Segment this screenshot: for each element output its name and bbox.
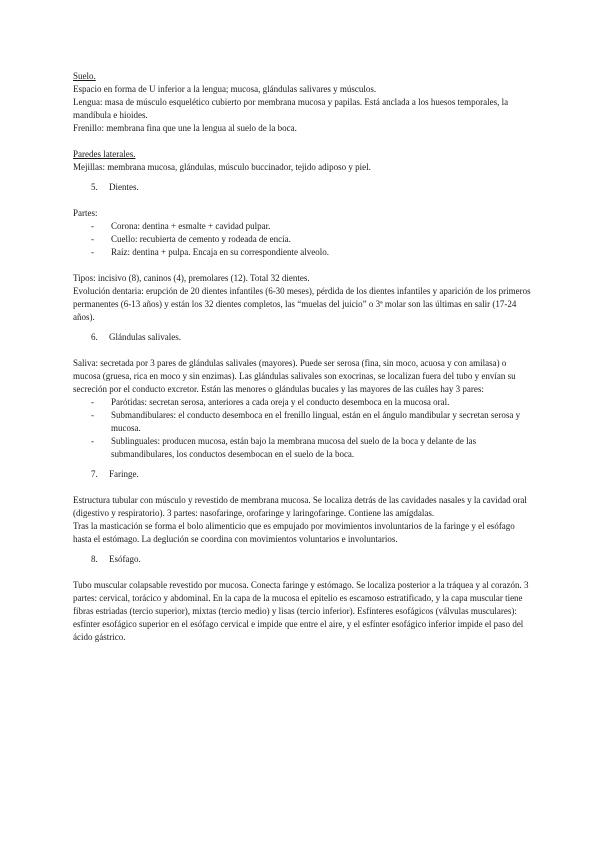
section-heading-glandulas xyxy=(73,331,533,344)
paragraph-tipos: Tipos: incisivo (8), caninos (4), premolares (12). Total 32 dientes. xyxy=(73,273,310,283)
section-title: Glándulas salivales. xyxy=(109,332,181,342)
list-item: - Parótidas: secretan serosa, anteriores a cada oreja y el conducto desemboca en la mucosa oral. xyxy=(91,397,450,407)
paragraph-suelo-espacio: Espacio en forma de U inferior a la lengua; mucosa, glándulas salivares y músculos. xyxy=(73,84,377,94)
dash-bullet: - xyxy=(91,221,94,231)
partes-list xyxy=(73,220,533,259)
list-item: - Raíz: dentina + pulpa. Encaja en su correspondiente alveolo. xyxy=(91,247,329,257)
paragraph-suelo-frenillo: Frenillo: membrana fina que une la lengua al suelo de la boca. xyxy=(73,123,297,133)
list-item: - Cuello: recubierta de cemento y rodeada de encía. xyxy=(91,234,291,244)
section-title: Esófago. xyxy=(109,554,141,564)
dash-bullet: - xyxy=(91,397,94,407)
partes-label: Partes: xyxy=(73,208,98,218)
dash-bullet: - xyxy=(91,410,94,420)
dash-bullet: - xyxy=(91,436,94,446)
dash-bullet: - xyxy=(91,247,94,257)
dash-bullet: - xyxy=(91,234,94,244)
paragraph-suelo-lengua: Lengua: masa de músculo esquelético cubierto por membrana mucosa y papilas. Está anclada a los huesos temporales, la mandíbula e hioides. xyxy=(73,97,509,120)
heading-suelo: Suelo. xyxy=(73,71,96,81)
section-number: 7. xyxy=(91,469,98,479)
list-item: - Submandibulares: el conducto desemboca en el frenillo lingual, están en el ángulo mandibular y secretan serosa y mucosa. xyxy=(91,410,521,433)
glandulas-list xyxy=(73,396,533,461)
paragraph-esofago: Tubo muscular colapsable revestido por mucosa. Conecta faringe y estómago. Se localiza posterior a la tráquea y al corazón. 3 partes: cervical, torácico y abdominal. En la capa de la mucosa el epitelio es escamoso estratificado, y la capa muscular tiene fibras estriadas (tercio superior), mixtas (tercio medio) y lisas (tercio inferior). Esfínteres esofágicos (válvulas musculares): esfínter esofágico superior en el esófago cervical e impide que entre el aire, y el esfínter esofágico inferior impide el paso del ácido gástrico. xyxy=(73,580,529,642)
paragraph-faringe-deglucion: Tras la masticación se forma el bolo alimenticio que es empujado por movimientos involuntarios de la faringe y el esófago hasta el estómago. La deglución se coordina con movimientos voluntarios e involuntarios. xyxy=(73,521,515,544)
section-number: 5. xyxy=(91,182,98,192)
section-number: 6. xyxy=(91,332,98,342)
paragraph-evolucion: Evolución dentaria: erupción de 20 dientes infantiles (6-30 meses), pérdida de los dientes infantiles y aparición de los primeros permanentes (6-13 años) y están los 32 dientes completos, las “muelas del juicio” o 3ª molar son las últimas en salir (17-24 años). xyxy=(73,286,531,322)
section-number: 8. xyxy=(91,554,98,564)
section-title: Faringe. xyxy=(109,469,139,479)
section-title: Dientes. xyxy=(109,182,139,192)
heading-paredes-laterales: Paredes laterales. xyxy=(73,149,136,159)
list-item: - Corona: dentina + esmalte + cavidad pulpar. xyxy=(91,221,271,231)
paragraph-saliva: Saliva: secretada por 3 pares de glándulas salivales (mayores). Puede ser serosa (fina, sin moco, acuosa y con amilasa) o mucosa (gruesa, rica en moco y sin enzimas). Las glándulas salivales son exocrinas, se localizan fuera del tubo y envían su secreción por el conducto excretor. Están las menores o glándulas bucales y las mayores de las cuáles hay 3 pares: xyxy=(73,358,516,394)
list-item: - Sublinguales: producen mucosa, están bajo la membrana mucosa del suelo de la boca y delante de las submandibulares, los conductos desembocan en el suelo de la boca. xyxy=(91,436,477,459)
document-body xyxy=(73,70,533,644)
paragraph-faringe-estructura: Estructura tubular con músculo y revestido de membrana mucosa. Se localiza detrás de las cavidades nasales y la cavidad oral (digestivo y respiratorio). 3 partes: nasofaringe, orofaringe y laringofaringe. Contiene las amígdalas. xyxy=(73,495,527,518)
section-heading-faringe xyxy=(73,468,533,481)
paragraph-mejillas: Mejillas: membrana mucosa, glándulas, músculo buccinador, tejido adiposo y piel. xyxy=(73,162,371,172)
section-heading-esofago xyxy=(73,553,533,566)
section-heading-dientes xyxy=(73,181,533,194)
